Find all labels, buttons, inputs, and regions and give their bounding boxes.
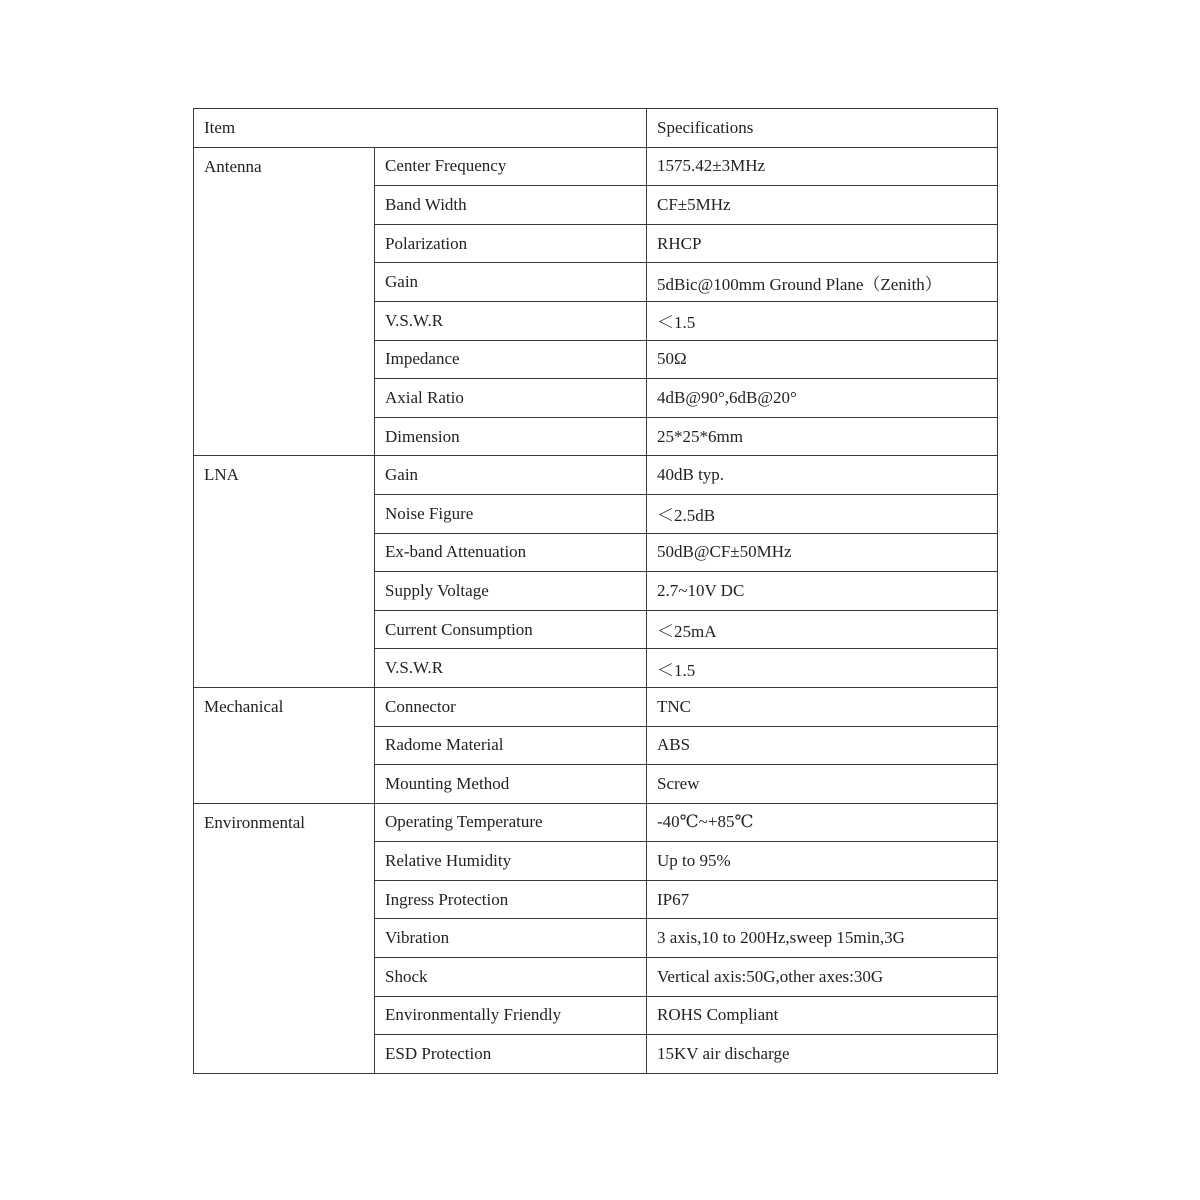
parameter-cell: V.S.W.R [375, 301, 647, 340]
parameter-cell: Band Width [375, 186, 647, 225]
parameter-cell: Ex-band Attenuation [375, 533, 647, 572]
parameter-cell: Ingress Protection [375, 880, 647, 919]
value-cell: ＜2.5dB [647, 494, 998, 533]
group-label: Mechanical [194, 687, 375, 803]
parameter-cell: Gain [375, 456, 647, 495]
value-cell: Vertical axis:50G,other axes:30G [647, 958, 998, 997]
value-cell: ＜1.5 [647, 649, 998, 688]
table-row [194, 456, 998, 495]
parameter-cell: Center Frequency [375, 147, 647, 186]
header-item: Item [194, 109, 647, 148]
value-cell: Up to 95% [647, 842, 998, 881]
parameter-cell: Shock [375, 958, 647, 997]
table-row [194, 147, 998, 186]
value-cell: 2.7~10V DC [647, 572, 998, 611]
table-header-row [194, 109, 998, 148]
parameter-cell: Polarization [375, 224, 647, 263]
header-specifications: Specifications [647, 109, 998, 148]
table-row [194, 803, 998, 842]
value-cell: ABS [647, 726, 998, 765]
spec-table-body [194, 109, 998, 1074]
parameter-cell: Environmentally Friendly [375, 996, 647, 1035]
parameter-cell: Operating Temperature [375, 803, 647, 842]
parameter-cell: ESD Protection [375, 1035, 647, 1074]
table-row [194, 687, 998, 726]
value-cell: 50dB@CF±50MHz [647, 533, 998, 572]
parameter-cell: Axial Ratio [375, 379, 647, 418]
parameter-cell: Relative Humidity [375, 842, 647, 881]
value-cell: 50Ω [647, 340, 998, 379]
value-cell: 15KV air discharge [647, 1035, 998, 1074]
value-cell: IP67 [647, 880, 998, 919]
value-cell: 4dB@90°,6dB@20° [647, 379, 998, 418]
value-cell: -40℃~+85℃ [647, 803, 998, 842]
value-cell: 5dBic@100mm Ground Plane（Zenith） [647, 263, 998, 302]
parameter-cell: Connector [375, 687, 647, 726]
value-cell: CF±5MHz [647, 186, 998, 225]
parameter-cell: Mounting Method [375, 765, 647, 804]
spec-table [193, 108, 998, 1074]
parameter-cell: Radome Material [375, 726, 647, 765]
parameter-cell: Noise Figure [375, 494, 647, 533]
parameter-cell: Vibration [375, 919, 647, 958]
parameter-cell: Supply Voltage [375, 572, 647, 611]
group-label: Environmental [194, 803, 375, 1073]
value-cell: Screw [647, 765, 998, 804]
parameter-cell: Gain [375, 263, 647, 302]
value-cell: ＜1.5 [647, 301, 998, 340]
value-cell: 25*25*6mm [647, 417, 998, 456]
value-cell: 40dB typ. [647, 456, 998, 495]
parameter-cell: V.S.W.R [375, 649, 647, 688]
value-cell: RHCP [647, 224, 998, 263]
value-cell: 3 axis,10 to 200Hz,sweep 15min,3G [647, 919, 998, 958]
group-label: LNA [194, 456, 375, 688]
value-cell: ROHS Compliant [647, 996, 998, 1035]
value-cell: 1575.42±3MHz [647, 147, 998, 186]
parameter-cell: Current Consumption [375, 610, 647, 649]
parameter-cell: Impedance [375, 340, 647, 379]
parameter-cell: Dimension [375, 417, 647, 456]
value-cell: TNC [647, 687, 998, 726]
group-label: Antenna [194, 147, 375, 456]
value-cell: ＜25mA [647, 610, 998, 649]
